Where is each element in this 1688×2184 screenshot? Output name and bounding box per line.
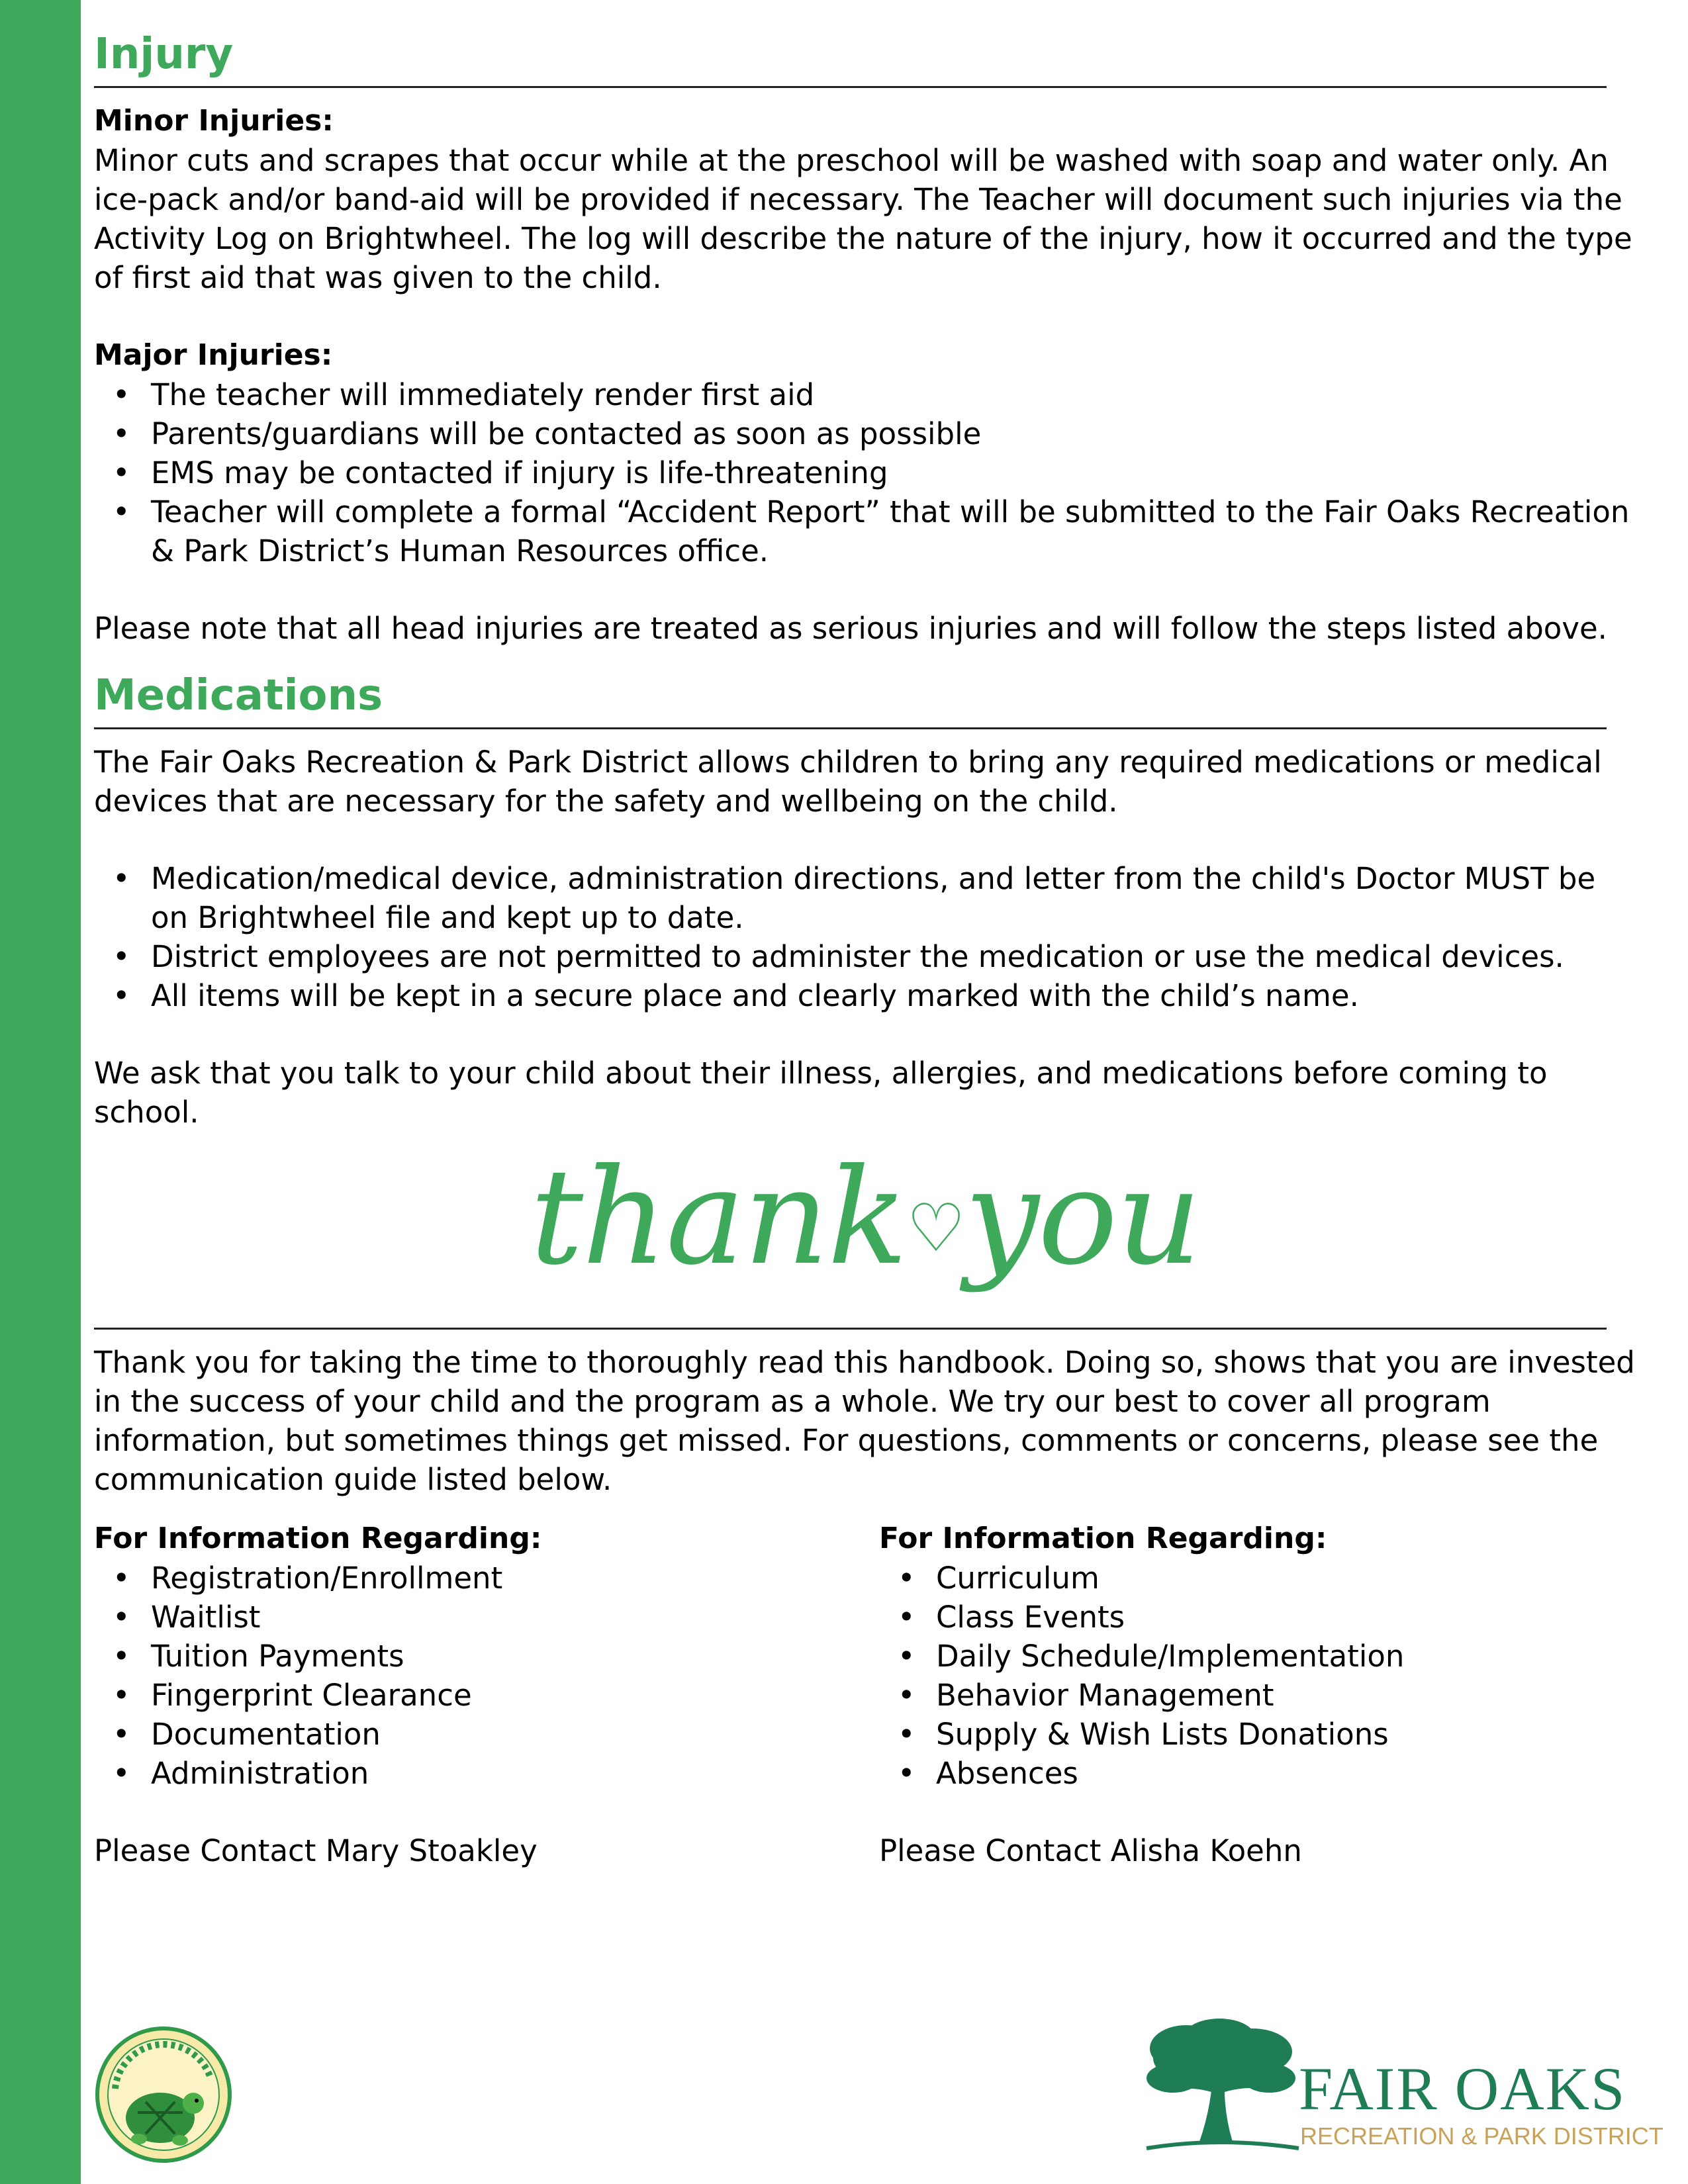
minor-injuries-label: Minor Injuries:: [94, 104, 334, 138]
medications-intro: The Fair Oaks Recreation & Park District allows children to bring any required medications or medical devices that are necessary for the safety and wellbeing on the child.: [94, 745, 1602, 819]
head-injury-note: Please note that all head injuries are treated as serious injuries and will follow the steps listed above.: [94, 611, 1607, 646]
contact-column-left: [94, 1519, 879, 1870]
heart-icon: ♡: [906, 1189, 964, 1267]
contact-person: Please Contact Mary Stoakley: [94, 1833, 538, 1868]
side-accent-bar: [0, 0, 81, 2184]
list-item: • Registration/Enrollment: [94, 1559, 879, 1598]
list-item: • Supply & Wish Lists Donations: [879, 1715, 1636, 1754]
medications-title: Medications: [94, 671, 383, 720]
list-item: • Behavior Management: [879, 1676, 1636, 1715]
contact-topics-list: [879, 1559, 1636, 1793]
injury-title: Injury: [94, 30, 234, 79]
list-item: • Curriculum: [879, 1559, 1636, 1598]
list-item: • Class Events: [879, 1598, 1636, 1637]
brand-name: FAIR OAKS: [1299, 2055, 1626, 2122]
section-divider: [94, 727, 1607, 729]
list-item: • EMS may be contacted if injury is life-threatening: [94, 453, 1636, 492]
contact-heading: For Information Regarding:: [879, 1522, 1327, 1555]
list-item: • Fingerprint Clearance: [94, 1676, 879, 1715]
list-item: • Waitlist: [94, 1598, 879, 1637]
fair-oaks-brand-logo: [1133, 2012, 1664, 2164]
list-item: • Daily Schedule/Implementation: [879, 1637, 1636, 1676]
section-divider: [94, 86, 1607, 88]
major-injuries-list: [94, 375, 1636, 570]
list-item: • Parents/guardians will be contacted as soon as possible: [94, 414, 1636, 453]
thank-you-script: thank♡you: [530, 1140, 1201, 1295]
contact-topics-list: [94, 1559, 879, 1793]
oak-tree-icon: [1133, 2012, 1305, 2164]
list-item: • All items will be kept in a secure place and clearly marked with the child’s name.: [94, 976, 1636, 1015]
list-item: • Tuition Payments: [94, 1637, 879, 1676]
contact-person: Please Contact Alisha Koehn: [879, 1833, 1302, 1868]
page-content: [94, 26, 1636, 1870]
list-item: • Absences: [879, 1754, 1636, 1793]
list-item: • Administration: [94, 1754, 879, 1793]
footer-logos: [94, 1999, 1664, 2171]
list-item: • The teacher will immediately render first aid: [94, 375, 1636, 414]
thank-you-text: Thank you for taking the time to thoroughly read this handbook. Doing so, shows that you are invested in the success of your child and the program as a whole. We try our best to cover all program information, but sometimes things get missed. For questions, comments or concerns, please see the communication guide listed below.: [94, 1345, 1635, 1497]
contact-column-right: [879, 1519, 1636, 1870]
list-item: • Medication/medical device, administration directions, and letter from the child's Doctor MUST be on Brightwheel file and kept up to date.: [94, 859, 1636, 937]
major-injuries-label: Major Injuries:: [94, 338, 333, 372]
contact-heading: For Information Regarding:: [94, 1522, 542, 1555]
list-item: • Teacher will complete a formal “Accident Report” that will be submitted to the Fair Oaks Recreation & Park District’s Human Resources office.: [94, 492, 1636, 570]
brand-subtitle: RECREATION & PARK DISTRICT: [1300, 2122, 1664, 2150]
list-item: • Documentation: [94, 1715, 879, 1754]
medications-list: [94, 859, 1636, 1015]
thank-you-banner: [94, 1132, 1636, 1324]
contact-guide: [94, 1519, 1636, 1870]
list-item: • District employees are not permitted to administer the medication or use the medical devices.: [94, 937, 1636, 976]
section-divider: [94, 1328, 1607, 1330]
preschool-turtles-logo: [94, 2025, 233, 2164]
medications-closing: We ask that you talk to your child about their illness, allergies, and medications before coming to school.: [94, 1056, 1548, 1130]
minor-injuries-text: Minor cuts and scrapes that occur while at the preschool will be washed with soap and water only. An ice-pack and/or band-aid will be provided if necessary. The Teacher will document such injuries via the Activity Log on Brightwheel. The log will describe the nature of the injury, how it occurred and the type of first aid that was given to the child.: [94, 143, 1632, 295]
